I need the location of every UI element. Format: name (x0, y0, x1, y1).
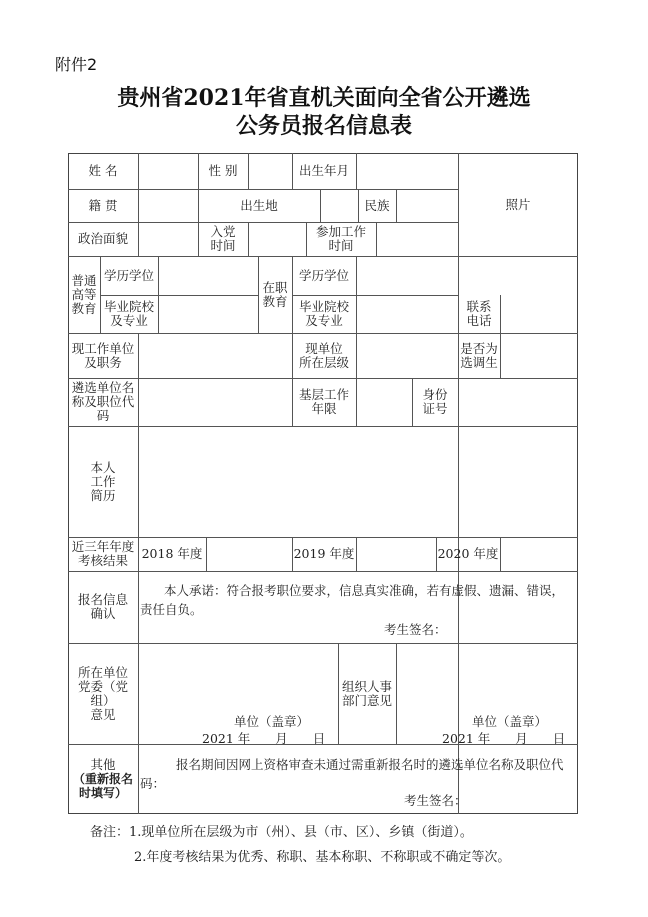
label-native-place: 籍 贯 (88, 197, 118, 213)
label-org-opinion: 组织人事 部门意见 (341, 678, 392, 708)
field-year-2019[interactable] (356, 537, 436, 571)
field-birthplace[interactable] (320, 189, 358, 222)
field-party-join-time[interactable] (248, 222, 306, 256)
label-id-number: 身份 证号 (422, 387, 448, 416)
label-confirm: 报名信息 确认 (77, 592, 128, 621)
label-target-unit: 遴选单位名 称及职位代 码 (71, 380, 135, 423)
attachment-label: 附件2 (55, 55, 98, 74)
label-ethnicity: 民族 (364, 197, 390, 213)
other-signature-label[interactable]: 考生签名： (404, 793, 467, 808)
field-current-unit[interactable] (138, 333, 292, 378)
label-current-unit: 现工作单位 及职务 (71, 340, 135, 370)
promise-text: 本人承诺：符合报考职位要求，信息真实准确，若有虚假、遗漏、错误，责任自负。 (140, 583, 565, 617)
field-gender[interactable] (248, 153, 292, 189)
label-birthplace: 出生地 (240, 197, 278, 213)
label-selected-transfer: 是否为 选调生 (460, 340, 498, 370)
label-fulltime-degree: 学历学位 (103, 267, 154, 283)
field-fulltime-degree[interactable] (158, 256, 258, 295)
field-target-unit[interactable] (138, 378, 292, 426)
field-political-status[interactable] (138, 222, 198, 256)
label-birth: 出生年月 (298, 163, 349, 178)
label-inservice-degree: 学历学位 (298, 267, 349, 283)
label-name: 姓 名 (88, 163, 118, 178)
unit-seal-date: 2021 年 月 日 (202, 731, 326, 746)
org-seal-label: 单位（盖章） (472, 714, 548, 729)
label-party-join-time: 入党 时间 (210, 224, 236, 253)
label-political-status: 政治面貌 (77, 231, 128, 246)
field-grassroots-years[interactable] (356, 378, 412, 426)
field-inservice-degree[interactable] (356, 256, 458, 295)
other-content-text: 报名期间因网上资格审查未通过需重新报名时的遴选单位名称及职位代码： (140, 757, 564, 791)
label-other-main: 其他 (90, 757, 116, 772)
label-work-start-time: 参加工作 时间 (315, 224, 366, 253)
field-name[interactable] (138, 153, 198, 189)
field-fulltime-school[interactable] (158, 295, 258, 333)
note-2: 2.年度考核结果为优秀、称职、基本称职、不称职或不确定等次。 (134, 850, 511, 865)
label-inservice-school: 毕业院校 及专业 (298, 299, 349, 328)
label-resume: 本人 工作 简历 (90, 459, 116, 503)
label-year-2020: 2020 年度 (437, 546, 499, 561)
candidate-signature-label[interactable]: 考生签名： (384, 622, 447, 637)
form-title-line2: 公务员报名信息表 (235, 113, 412, 139)
field-unit-level[interactable] (356, 333, 458, 378)
label-gender: 性 别 (208, 163, 238, 178)
label-contact-phone: 联系 电话 (466, 299, 492, 328)
field-contact-phone[interactable] (500, 295, 578, 333)
field-id-number[interactable] (458, 378, 578, 426)
field-work-start-time[interactable] (376, 222, 458, 256)
label-unit-opinion: 所在单位 党委（党组） 意见 (77, 664, 128, 722)
label-other (68, 744, 138, 814)
photo-box[interactable]: 照片 (505, 196, 531, 212)
label-year-2019: 2019 年度 (293, 546, 355, 561)
field-selected-transfer[interactable] (500, 333, 578, 378)
label-other-note: （重新报名 时填写） (72, 772, 133, 800)
form-title-line1: 贵州省2021年省直机关面向全省公开遴选 (117, 85, 531, 111)
label-fulltime-education: 普通 高等 教育 (71, 272, 97, 316)
label-year-2018: 2018 年度 (141, 546, 203, 561)
org-seal-date: 2021 年 月 日 (442, 731, 566, 746)
field-ethnicity[interactable] (396, 189, 458, 222)
label-grassroots-years: 基层工作 年限 (298, 387, 349, 416)
field-inservice-school[interactable] (356, 295, 458, 333)
field-year-2020[interactable] (500, 537, 578, 571)
field-resume[interactable] (138, 426, 578, 537)
unit-seal-label: 单位（盖章） (234, 714, 310, 729)
field-year-2018[interactable] (206, 537, 292, 571)
label-fulltime-school: 毕业院校 及专业 (103, 299, 154, 328)
field-native-place[interactable] (138, 189, 198, 222)
label-assessment: 近三年年度 考核结果 (71, 539, 135, 568)
note-1: 备注：1.现单位所在层级为市（州）、县（市、区）、乡镇（街道）。 (90, 825, 473, 840)
label-inservice-education: 在职 教育 (262, 279, 288, 309)
label-unit-level: 现单位 所在层级 (298, 340, 349, 370)
field-birth[interactable] (356, 153, 458, 189)
